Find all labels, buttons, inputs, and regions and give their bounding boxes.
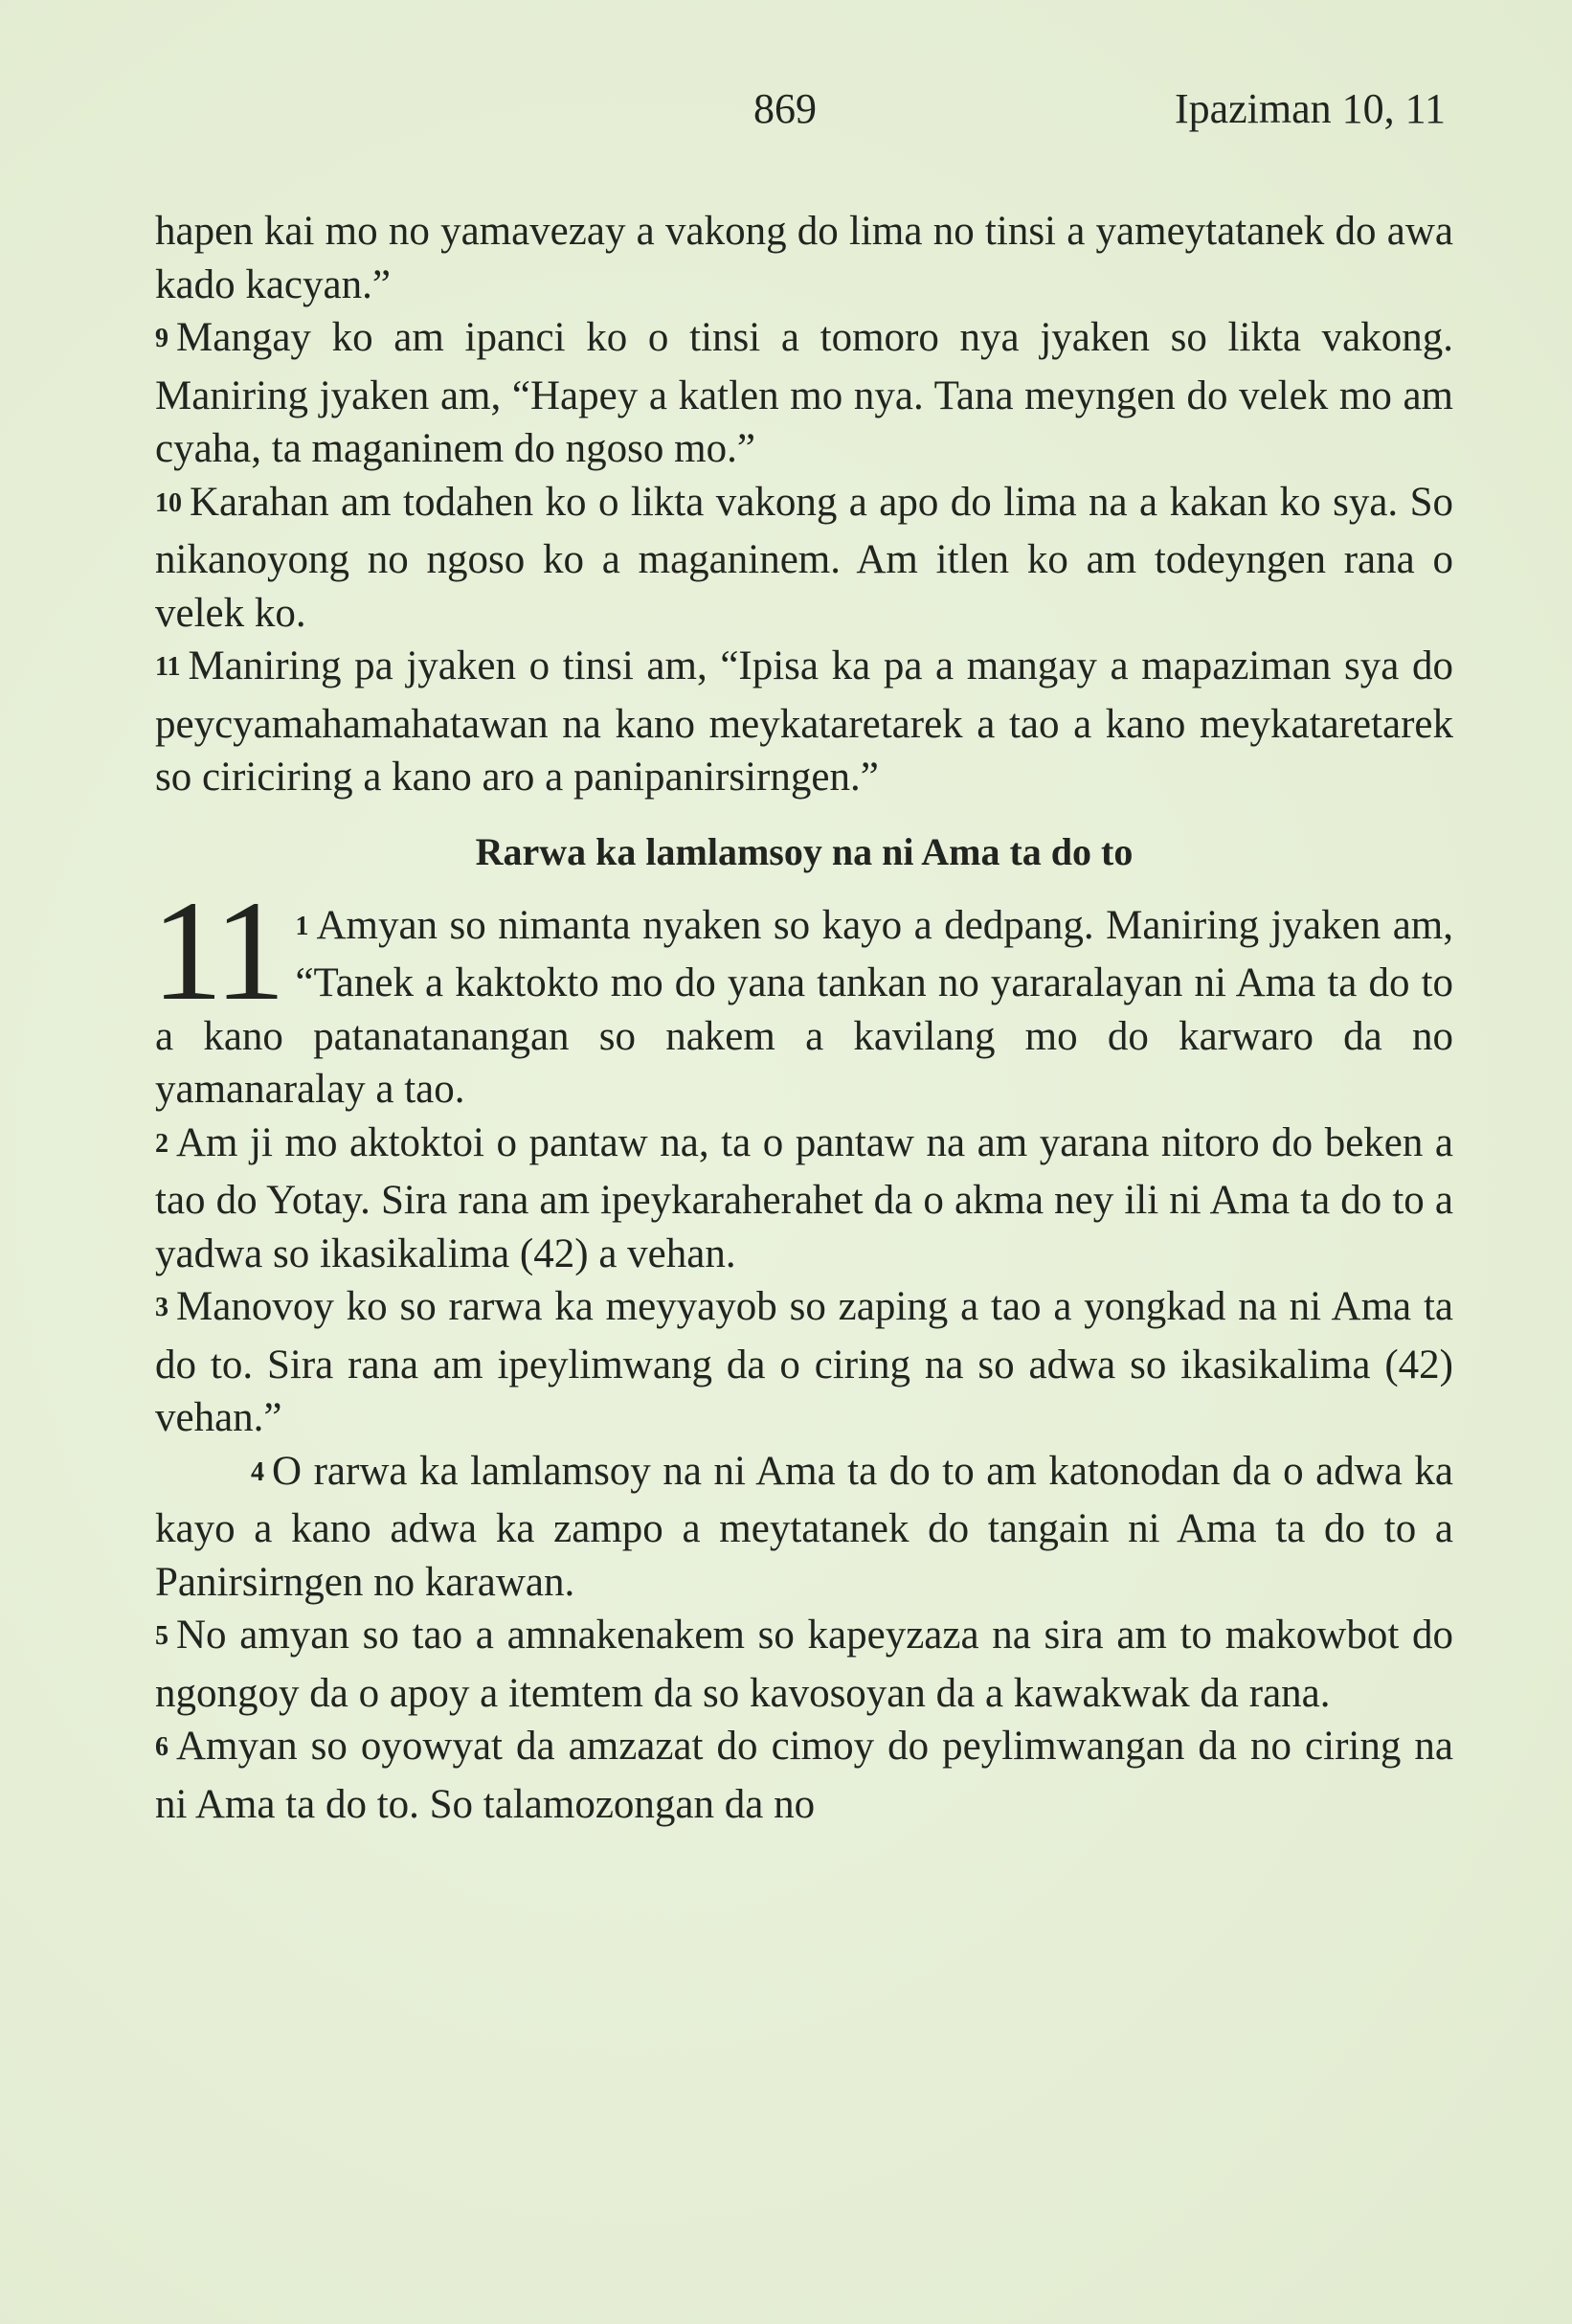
verse-text: Maniring pa jyaken o tinsi am, “Ipisa ka pa a mangay a mapaziman sya do peycyamahamahatawan na kano meykataretarek a tao a kano meykataretarek so ciriciring a kano aro a panipanirsirngen.”	[155, 643, 1453, 800]
verse-text: O rarwa ka lamlamsoy na ni Ama ta do to am katonodan da o adwa ka kayo a kano adwa ka zampo a meytatanek do tangain ni Ama ta do to a Panirsirngen no karawan.	[155, 1448, 1453, 1605]
chapter-11-verse-5	[155, 1609, 1453, 1720]
chapter-11-verse-3	[155, 1280, 1453, 1445]
verse-number: 3	[155, 1293, 168, 1322]
verse-11	[155, 640, 1453, 804]
paragraph-intro: hapen kai mo no yamavezay a vakong do lima no tinsi a yameytatanek do awa kado kacyan.”	[155, 209, 1453, 307]
verse-number: 6	[155, 1732, 168, 1762]
verse-number: 2	[155, 1128, 168, 1159]
chapter-11-verse-6	[155, 1720, 1453, 1831]
verse-text: Am ji mo aktoktoi o pantaw na, ta o pantaw na am yarana nitoro do beken a tao do Yotay. Sira rana am ipeykaraherahet da o akma ney ili ni Ama ta do to a yadwa so ikasikalima (42) a vehan.	[155, 1119, 1453, 1276]
chapter-number: 11	[151, 870, 282, 1030]
verse-text: Karahan am todahen ko o likta vakong a apo do lima na a kakan ko sya. So nikanoyong no ngoso ko a maganinem. Am itlen ko am todeyngen rana o velek ko.	[155, 479, 1453, 636]
section-heading: Rarwa ka lamlamsoy na ni Ama ta do to	[475, 829, 1134, 873]
verse-number: 11	[155, 652, 181, 682]
verse-text: Amyan so oyowyat da amzazat do cimoy do peylimwangan da no ciring na ni Ama ta do to. So talamozongan da no	[155, 1724, 1453, 1827]
verse-10	[155, 476, 1453, 641]
verse-text: Mangay ko am ipanci ko o tinsi a tomoro nya jyaken so likta vakong. Maniring jyaken am, “Hapey a katlen mo nya. Tana meyngen do velek mo am cyaha, ta maganinem do ngoso mo.”	[155, 315, 1453, 471]
verse-number: 9	[155, 324, 168, 353]
verse-number: 4	[251, 1456, 264, 1487]
verse-text: Amyan so nimanta nyaken so kayo a dedpang. Maniring jyaken am, “Tanek a kaktokto mo do yana tankan no yararalayan ni Ama ta do to a kano patanatanangan so nakem a kavilang mo do karwaro da no yamanaralay a tao.	[155, 902, 1453, 1112]
chapter-11	[151, 870, 1453, 1832]
chapter-11-verse-1	[151, 870, 1453, 1117]
page-number: 869	[753, 85, 817, 132]
page-header	[0, 84, 1572, 142]
verse-9	[155, 311, 1453, 476]
body-text	[151, 205, 1453, 1831]
chapter-11-verse-4	[155, 1445, 1453, 1610]
verse-number: 1	[295, 911, 309, 941]
verse-text: Manovoy ko so rarwa ka meyyayob so zaping a tao a yongkad na ni Ama ta do to. Sira rana am ipeylimwang da o ciring na so adwa so ikasikalima (42) vehan.”	[155, 1284, 1453, 1440]
running-head: Ipaziman 10, 11	[1174, 85, 1446, 132]
verse-number: 10	[155, 487, 182, 518]
chapter-11-verse-2	[155, 1117, 1453, 1281]
verse-number: 5	[155, 1621, 168, 1651]
verse-text: No amyan so tao a amnakenakem so kapeyzaza na sira am to makowbot do ngongoy da o apoy a itemtem da so kavosoyan da a kawakwak da rana.	[155, 1613, 1453, 1716]
